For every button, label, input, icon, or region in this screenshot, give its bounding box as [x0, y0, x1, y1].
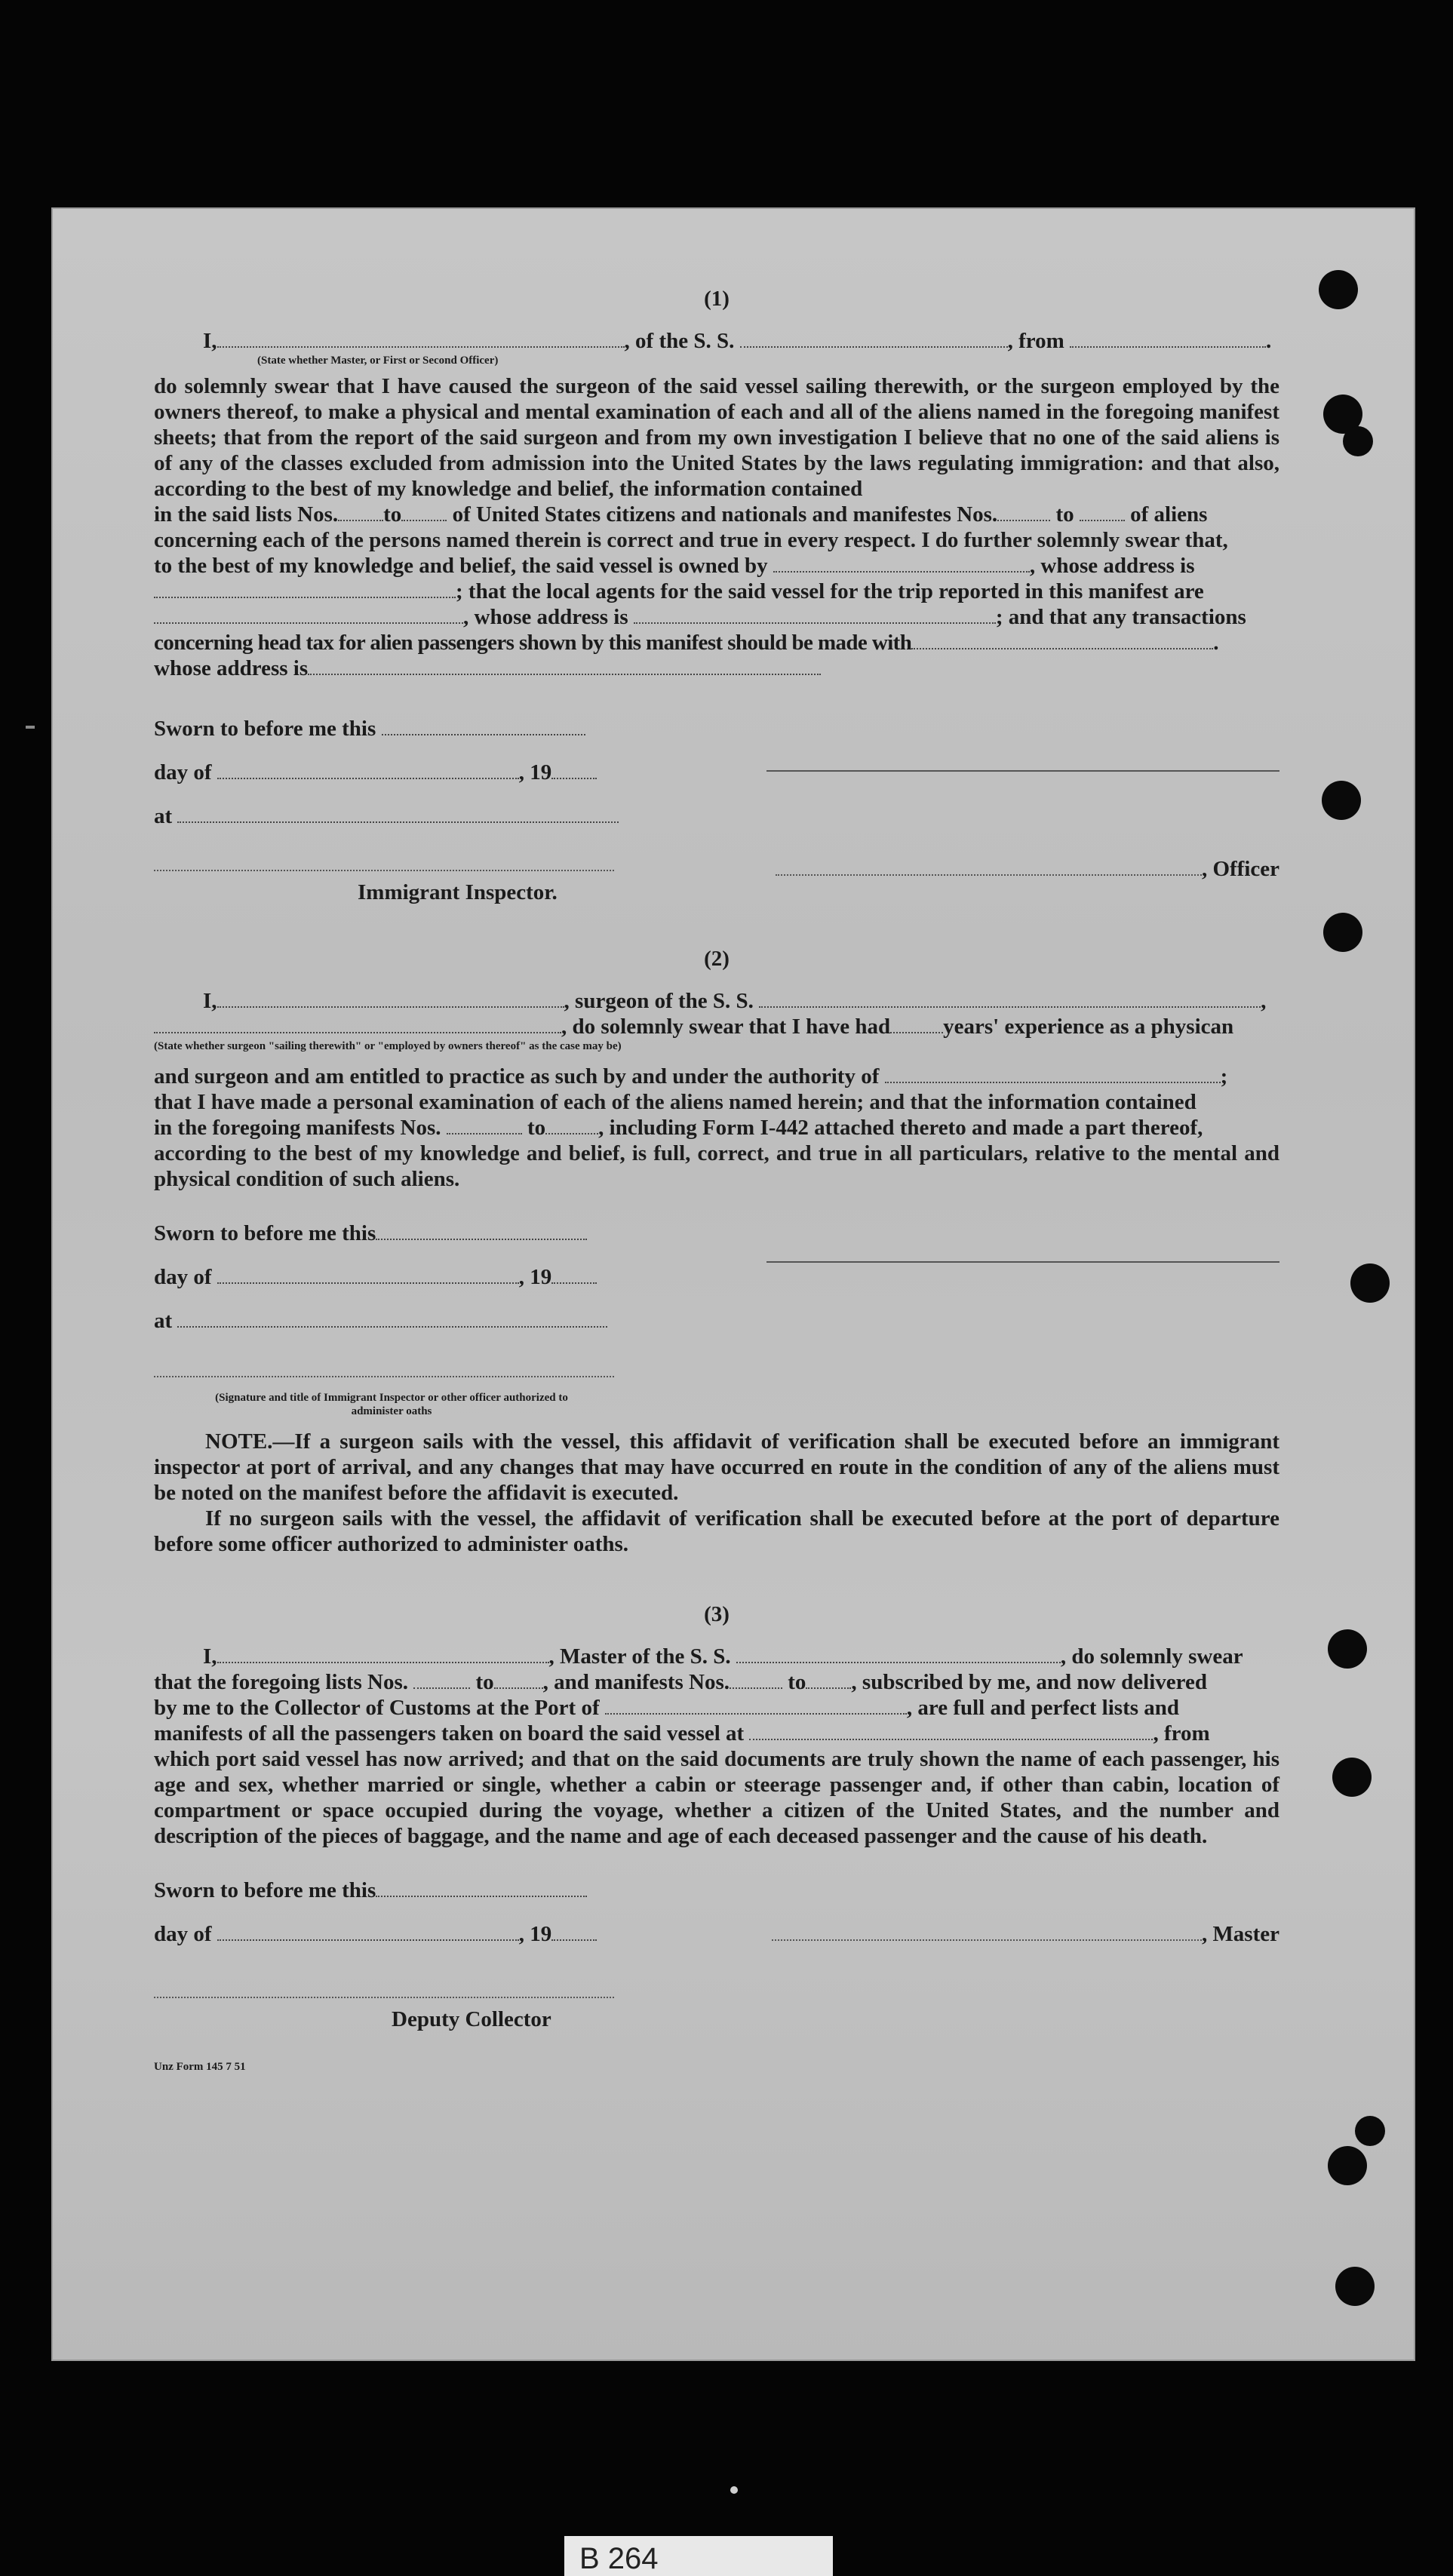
punch-hole	[1322, 781, 1361, 820]
sworn-date-field[interactable]	[376, 1879, 587, 1897]
surgeon-name-field[interactable]	[217, 990, 564, 1008]
master-name-field[interactable]	[217, 330, 625, 348]
from-port-field[interactable]	[1070, 330, 1266, 348]
punch-hole	[1335, 2267, 1375, 2306]
agents-address-field[interactable]	[634, 606, 996, 624]
section-3-dayof-row	[154, 1909, 1279, 1953]
sworn-date-field[interactable]	[376, 1222, 587, 1240]
manifest-from-field[interactable]	[447, 1116, 522, 1134]
month-field[interactable]	[217, 1923, 519, 1941]
section-3-sworn-row	[154, 1865, 1279, 1909]
agents-field[interactable]	[154, 606, 463, 624]
label: , 19	[518, 760, 552, 784]
label: that the foregoing lists Nos.	[154, 1670, 408, 1694]
label: I,	[203, 329, 217, 353]
label: , of the S. S.	[624, 329, 735, 353]
surgeon-type-field[interactable]	[154, 1015, 561, 1033]
label: Sworn to before me this	[154, 1878, 376, 1902]
years-field[interactable]	[890, 1015, 943, 1033]
place-field[interactable]	[177, 805, 619, 823]
section-2-line2	[154, 1014, 1279, 1039]
label: to the best of my knowledge and belief, the said vessel is owned by	[154, 554, 768, 578]
list-from-field[interactable]	[413, 1671, 470, 1689]
margin-mark	[26, 726, 35, 729]
section-1-agents-address-line	[154, 604, 1279, 630]
section-2-authority-line: and surgeon and am entitled to practice as such by and under the authority of ;	[154, 1064, 1228, 1088]
owner-address-field[interactable]	[154, 580, 456, 598]
section-3-paragraph: which port said vessel has now arrived; and that on the said documents are truly shown the name of each passenger, his age and sex, whether married or single, whether a cabin or steerage passenger and, if other than cabin, location of compartment or space occupied during the voyage, whether a citizen of the United States, and the number and description of the pieces of baggage, and the name and age of each deceased passenger and the cause of his death.	[154, 1747, 1279, 1848]
section-1-headtax-line: concerning head tax for alien passengers shown by this manifest should be made with .	[154, 631, 1218, 655]
officer-label: , Officer	[1201, 857, 1279, 881]
punch-hole	[1343, 426, 1373, 456]
headtax-contact-field[interactable]	[911, 631, 1213, 649]
punch-hole	[1355, 2116, 1385, 2146]
manifest-no-from-field[interactable]	[997, 503, 1050, 521]
master-label: , Master	[1201, 1922, 1279, 1946]
label: whose address is	[154, 656, 309, 680]
surgeon-signature-line[interactable]	[766, 1261, 1279, 1263]
label: Sworn to before me this	[154, 717, 376, 741]
year-field[interactable]	[551, 1923, 597, 1941]
label: concerning head tax for alien passengers shown by this manifest should be made with	[154, 631, 912, 655]
label: to	[527, 1116, 546, 1140]
label: day of	[154, 760, 212, 784]
section-2-foregoing-line	[154, 1115, 1279, 1141]
label: to	[788, 1670, 806, 1694]
label: , do solemnly swear that I have had	[561, 1015, 891, 1039]
section-1-number: (1)	[704, 287, 730, 311]
vessel-name-field[interactable]	[740, 330, 1008, 348]
place-field[interactable]	[177, 1309, 607, 1328]
section-2-paragraph: that I have made a personal examination of each of the aliens named herein; and that the information contained	[154, 1090, 1196, 1114]
deputy-signature-line[interactable]	[154, 1997, 614, 1998]
label: of United States citizens and nationals and manifestes Nos.	[452, 502, 998, 527]
label: and surgeon and am entitled to practice as such by and under the authority of	[154, 1064, 880, 1088]
section-1-sworn-row	[154, 704, 1279, 748]
section-3-line1	[154, 1644, 1279, 1669]
label: in the foregoing manifests Nos.	[154, 1116, 441, 1140]
section-1-line-note: (State whether Master, or First or Second Officer)	[257, 355, 499, 367]
archive-stamp: B 264	[564, 2536, 833, 2576]
manifest-no-to-field[interactable]	[1080, 503, 1125, 521]
master-name-field[interactable]	[217, 1645, 549, 1663]
inspector-caption: Immigrant Inspector.	[358, 880, 558, 904]
master-signature-line[interactable]	[772, 1939, 1202, 1941]
punch-hole	[1350, 1263, 1390, 1303]
label: , and manifests Nos.	[542, 1670, 730, 1694]
form-content	[154, 287, 1279, 2074]
label: I,	[203, 989, 217, 1013]
form-page	[51, 207, 1415, 2361]
label: , from	[1153, 1721, 1210, 1745]
manifest-to-field[interactable]	[806, 1671, 851, 1689]
list-no-to-field[interactable]	[401, 503, 447, 521]
label: ; and that any transactions	[995, 605, 1246, 629]
inspector-signature-line[interactable]	[154, 870, 614, 871]
owner-field[interactable]	[773, 554, 1030, 573]
label: , Master of the S. S.	[548, 1644, 731, 1669]
label: , 19	[518, 1265, 552, 1289]
label: , 19	[518, 1922, 552, 1946]
signature-line[interactable]	[766, 770, 1279, 772]
section-1-dayof-row	[154, 748, 1279, 791]
form-identifier: Unz Form 145 7 51	[154, 2061, 246, 2073]
label: at	[154, 1309, 173, 1333]
speck	[730, 2486, 738, 2494]
section-3-manifests-line	[154, 1721, 1279, 1746]
month-field[interactable]	[217, 761, 519, 779]
section-1-lists-line	[154, 502, 1279, 527]
section-1-officer-row	[154, 835, 1279, 888]
authority-field[interactable]	[885, 1065, 1221, 1083]
punch-hole	[1323, 913, 1362, 952]
section-3-lists-line	[154, 1669, 1279, 1695]
list-to-field[interactable]	[494, 1671, 543, 1689]
label: of aliens	[1130, 502, 1208, 527]
label: day of	[154, 1922, 212, 1946]
port-field[interactable]	[605, 1696, 907, 1715]
label: I,	[203, 1644, 217, 1669]
label: , including Form I-442 attached thereto and made a part thereof,	[598, 1116, 1203, 1140]
section-3-deputy-row	[154, 1953, 1279, 2007]
section-2-number: (2)	[704, 947, 730, 971]
section-2-signature-note: (Signature and title of Immigrant Inspector or other officer authorized to administer oaths	[215, 1392, 568, 1417]
note-paragraph-1: NOTE.—If a surgeon sails with the vessel, this affidavit of verification shall be executed before an immigrant inspector at port of arrival, and any changes that may have occurred en route in the condition of any of the aliens must be noted on the manifest before the affidavit is executed.	[154, 1429, 1279, 1505]
punch-hole	[1328, 2146, 1367, 2185]
label: years' experience as a physican	[943, 1015, 1234, 1039]
section-1-paragraph: do solemnly swear that I have caused the surgeon of the said vessel sailing therewith, or the surgeon employed by the owners thereof, to make a physical and mental examination of each and all of the aliens named in the foregoing manifest sheets; that from the report of the said surgeon and from my own investigation I believe that no one of the said aliens is of any of the classes excluded from admission into the United States by the laws regulating immigration: and that also, according to the best of my knowledge and belief, the information contained	[154, 374, 1279, 501]
section-1-agents-line	[154, 579, 1279, 604]
month-field[interactable]	[217, 1266, 519, 1284]
list-no-from-field[interactable]	[338, 503, 383, 521]
label: , from	[1007, 329, 1064, 353]
deputy-caption: Deputy Collector	[392, 2007, 551, 2031]
label: , whose address is	[463, 605, 628, 629]
boarding-port-field[interactable]	[749, 1722, 1153, 1740]
year-field[interactable]	[551, 1266, 597, 1284]
punch-hole	[1328, 1629, 1367, 1669]
section-1-whose-line	[154, 656, 1279, 681]
year-field[interactable]	[551, 761, 597, 779]
label: to	[383, 502, 402, 527]
punch-hole	[1332, 1758, 1372, 1797]
label: manifests of all the passengers taken on board the said vessel at	[154, 1721, 745, 1745]
label: , are full and perfect lists and	[906, 1696, 1180, 1720]
label: day of	[154, 1265, 212, 1289]
vessel-name-field[interactable]	[736, 1645, 1061, 1663]
manifest-from-field[interactable]	[730, 1671, 782, 1689]
note-paragraph-2: If no surgeon sails with the vessel, the affidavit of verification shall be executed before at the port of departure before some officer authorized to administer oaths.	[154, 1506, 1279, 1556]
label: , do solemnly swear	[1060, 1644, 1243, 1669]
sworn-date-field[interactable]	[382, 717, 585, 735]
inspector-signature-line[interactable]	[154, 1376, 614, 1377]
headtax-address-field[interactable]	[308, 657, 821, 675]
officer-signature-line[interactable]	[776, 874, 1202, 876]
section-1-owned-line	[154, 553, 1279, 579]
section-1-concerning: concerning each of the persons named therein is correct and true in every respect. I do further solemnly swear that,	[154, 528, 1228, 552]
label: to	[1055, 502, 1074, 527]
label: , subscribed by me, and now delivered	[851, 1670, 1207, 1694]
manifest-to-field[interactable]	[545, 1116, 598, 1134]
section-1-at-row	[154, 791, 1279, 835]
punch-hole	[1319, 270, 1358, 309]
section-2-line1: I, , surgeon of the S. S. ,	[203, 989, 1267, 1013]
section-2-at-row	[154, 1296, 1279, 1340]
label: at	[154, 804, 173, 828]
section-2-dayof-row	[154, 1252, 1279, 1296]
label: by me to the Collector of Customs at the Port of	[154, 1696, 600, 1720]
section-2-paragraph-2: according to the best of my knowledge and belief, is full, correct, and true in all particulars, relative to the mental and physical condition of such aliens.	[154, 1141, 1279, 1191]
label: Sworn to before me this	[154, 1221, 376, 1245]
section-2-signature-row	[154, 1340, 1279, 1386]
label: in the said lists Nos.	[154, 502, 339, 527]
label: ; that the local agents for the said vessel for the trip reported in this manifest are	[456, 579, 1204, 603]
label: , surgeon of the S. S.	[564, 989, 754, 1013]
section-3-number: (3)	[704, 1602, 730, 1626]
surgeon-vessel-field[interactable]	[759, 990, 1261, 1008]
section-1-oath-line: I, , of the S. S. , from .	[203, 329, 1272, 353]
section-3-collector-line	[154, 1695, 1279, 1721]
label: , whose address is	[1029, 554, 1195, 578]
section-2-line-note: (State whether surgeon "sailing therewith" or "employed by owners thereof" as the case may be)	[154, 1040, 622, 1052]
label: to	[475, 1670, 494, 1694]
